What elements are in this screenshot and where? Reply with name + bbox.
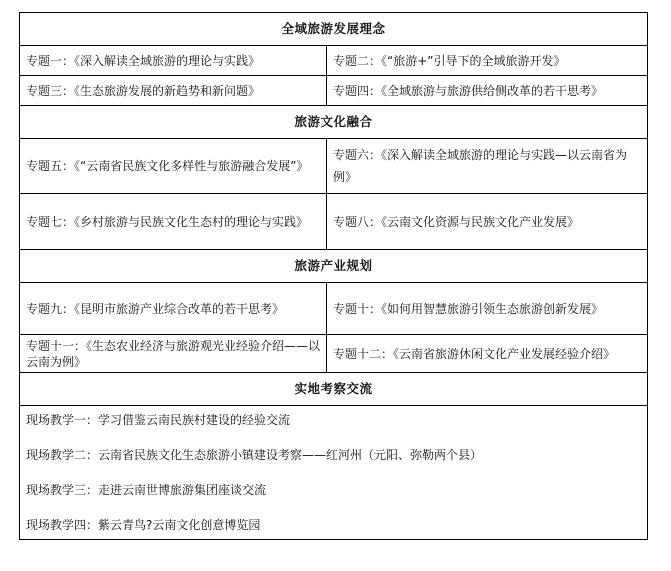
topic-cell: 专题十一：《生态农业经济与旅游观光业经验介绍——以云南为例》 — [20, 335, 327, 373]
field-teaching-cell — [20, 406, 648, 540]
section-header-row — [20, 13, 648, 46]
topic-cell: 专题十二：《云南省旅游休闲文化产业发展经验介绍》 — [327, 335, 648, 373]
course-table — [19, 12, 648, 540]
topic-cell: 专题六：《深入解读全域旅游的理论与实践—以云南省为例》 — [327, 139, 648, 194]
section-header-row — [20, 373, 648, 406]
section-header-row — [20, 106, 648, 139]
topic-cell: 专题十：《如何用智慧旅游引领生态旅游创新发展》 — [327, 283, 648, 335]
section-header-row — [20, 250, 648, 283]
table-row — [20, 194, 648, 250]
table-row — [20, 139, 648, 194]
section-title: 实地考察交流 — [20, 373, 648, 406]
field-teaching-item: 现场教学一：学习借鉴云南民族村建设的经验交流 — [26, 413, 291, 427]
table-row — [20, 335, 648, 373]
topic-cell: 专题九：《昆明市旅游产业综合改革的若干思考》 — [20, 283, 327, 335]
table-row — [20, 283, 648, 335]
topic-cell: 专题一：《深入解读全域旅游的理论与实践》 — [20, 46, 327, 76]
field-teaching-item: 现场教学四：紫云青鸟?云南文化创意博览园 — [26, 518, 261, 532]
table-row — [20, 46, 648, 76]
section-title: 旅游产业规划 — [20, 250, 648, 283]
table-row — [20, 406, 648, 540]
field-teaching-item: 现场教学三：走进云南世博旅游集团座谈交流 — [26, 483, 267, 497]
topic-cell: 专题五：《“云南省民族文化多样性与旅游融合发展”》 — [20, 139, 327, 194]
section-title: 全域旅游发展理念 — [20, 13, 648, 46]
topic-cell: 专题四：《全域旅游与旅游供给侧改革的若干思考》 — [327, 76, 648, 106]
table-row — [20, 76, 648, 106]
topic-cell: 专题七：《乡村旅游与民族文化生态村的理论与实践》 — [20, 194, 327, 250]
topic-cell: 专题八：《云南文化资源与民族文化产业发展》 — [327, 194, 648, 250]
topic-cell: 专题三：《生态旅游发展的新趋势和新问题》 — [20, 76, 327, 106]
field-teaching-item: 现场教学二：云南省民族文化生态旅游小镇建设考察——红河州（元阳、弥勒两个县） — [26, 448, 483, 462]
section-title: 旅游文化融合 — [20, 106, 648, 139]
topic-cell: 专题二：《“旅游+”引导下的全域旅游开发》 — [327, 46, 648, 76]
